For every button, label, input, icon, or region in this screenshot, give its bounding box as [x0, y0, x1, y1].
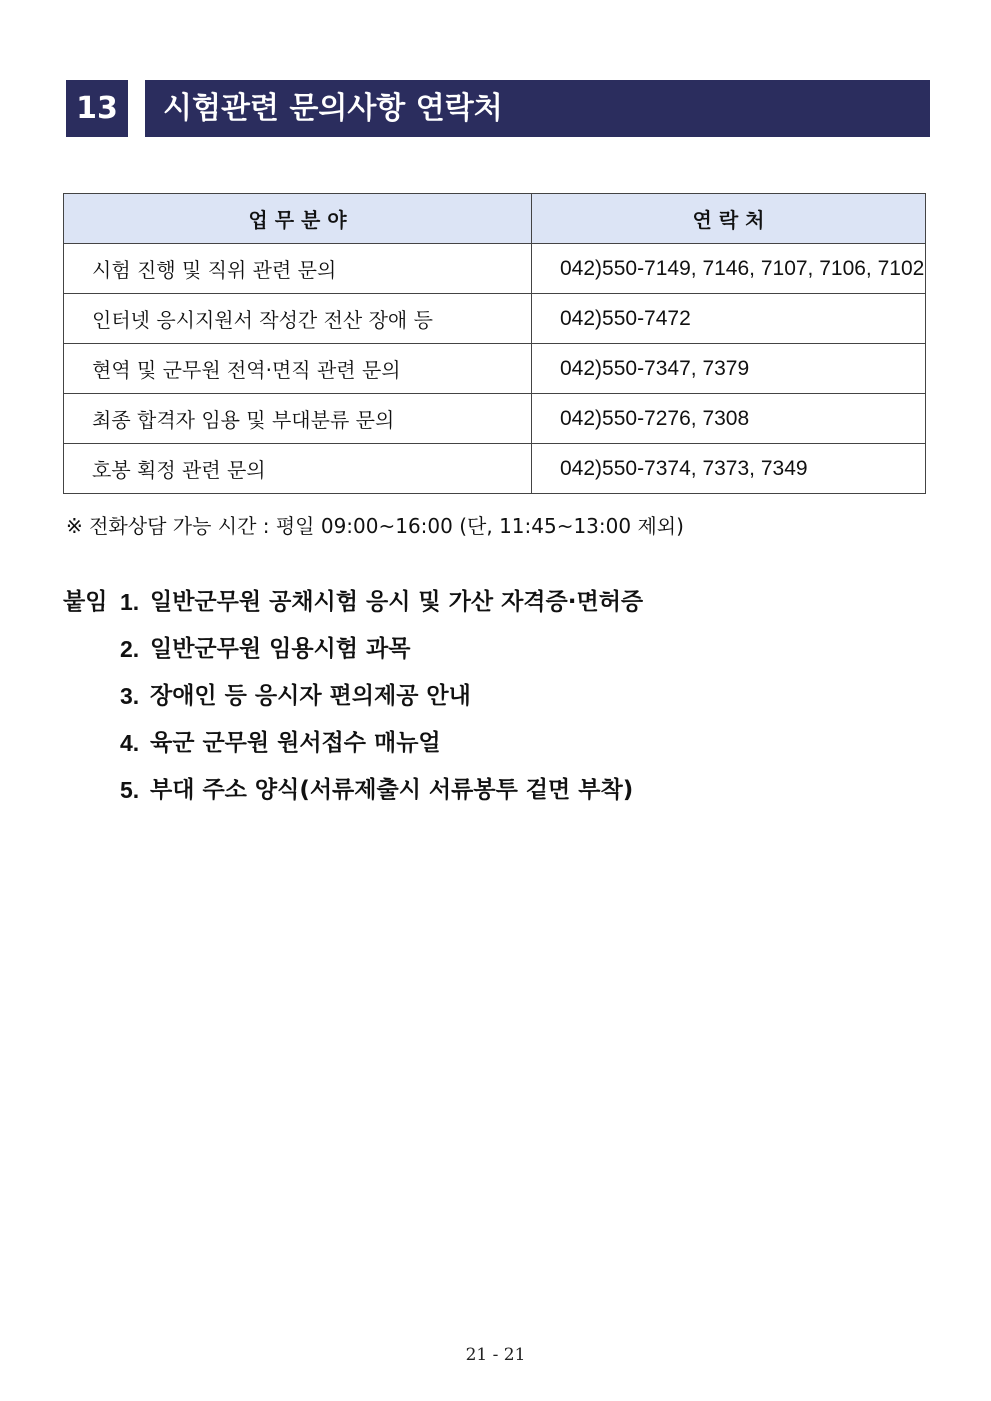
row-contact: 042)550-7472 — [532, 294, 926, 344]
attachment-number: 3. — [120, 683, 140, 709]
table-row — [64, 244, 926, 294]
attachments-lead: 붙임 — [63, 589, 108, 615]
row-contact: 042)550-7276, 7308 — [532, 394, 926, 444]
table-header-row — [64, 194, 926, 244]
table-row — [64, 394, 926, 444]
table-row — [64, 444, 926, 494]
attachment-text: 부대 주소 양식(서류제출시 서류봉투 겉면 부착) — [150, 777, 634, 803]
contact-table — [63, 193, 926, 494]
row-field: 인터넷 응시지원서 작성간 전산 장애 등 — [64, 294, 532, 344]
table-row — [64, 294, 926, 344]
consultation-hours-note: ※ 전화상담 가능 시간 : 평일 09:00~16:00 (단, 11:45~13:00 제외) — [66, 514, 684, 538]
attachments-list — [63, 583, 643, 818]
attachment-number: 5. — [120, 777, 140, 803]
attachment-text: 장애인 등 응시자 편의제공 안내 — [150, 683, 471, 709]
table-row — [64, 344, 926, 394]
list-item — [63, 583, 643, 630]
page-number: 21 - 21 — [465, 1345, 526, 1365]
attachment-text: 육군 군무원 원서접수 매뉴얼 — [150, 730, 441, 756]
section-number: 13 — [66, 80, 128, 137]
row-field: 시험 진행 및 직위 관련 문의 — [64, 244, 532, 294]
row-field: 호봉 획정 관련 문의 — [64, 444, 532, 494]
attachment-text: 일반군무원 임용시험 과목 — [150, 636, 411, 662]
row-contact: 042)550-7347, 7379 — [532, 344, 926, 394]
header-contact: 연 락 처 — [532, 194, 926, 244]
section-title: 시험관련 문의사항 연락처 — [145, 80, 930, 137]
list-item — [63, 724, 643, 771]
list-item — [63, 630, 643, 677]
row-contact: 042)550-7149, 7146, 7107, 7106, 7102 — [532, 244, 926, 294]
attachment-number: 2. — [120, 636, 140, 662]
attachment-number: 4. — [120, 730, 140, 756]
row-field: 현역 및 군무원 전역·면직 관련 문의 — [64, 344, 532, 394]
attachment-text: 일반군무원 공채시험 응시 및 가산 자격증·면허증 — [150, 589, 644, 615]
list-item — [63, 677, 643, 724]
list-item — [63, 771, 643, 818]
header-field: 업 무 분 야 — [64, 194, 532, 244]
row-field: 최종 합격자 임용 및 부대분류 문의 — [64, 394, 532, 444]
attachment-number: 1. — [120, 589, 140, 615]
row-contact: 042)550-7374, 7373, 7349 — [532, 444, 926, 494]
